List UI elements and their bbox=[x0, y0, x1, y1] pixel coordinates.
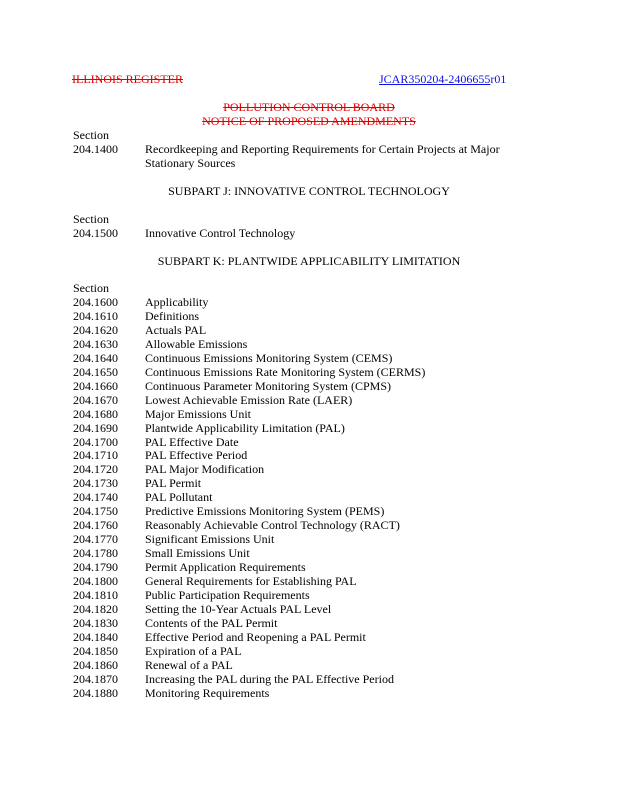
section-title: Predictive Emissions Monitoring System (PEMS) bbox=[145, 504, 385, 519]
section-row bbox=[73, 616, 545, 630]
section-title: Continuous Emissions Monitoring System (CEMS) bbox=[145, 350, 393, 365]
section-title: Actuals PAL bbox=[145, 322, 207, 337]
section-title: Public Participation Requirements bbox=[145, 587, 310, 602]
section-title: Lowest Achievable Emission Rate (LAER) bbox=[145, 392, 353, 407]
section-row bbox=[73, 518, 545, 532]
section-number: 204.1820 bbox=[73, 601, 118, 616]
section-number: 204.1630 bbox=[73, 336, 118, 351]
section-label-1: Section bbox=[73, 128, 109, 142]
section-number: 204.1810 bbox=[73, 587, 118, 602]
section-row bbox=[73, 337, 545, 351]
section-title: Recordkeeping and Reporting Requirements for Certain Projects at Major Stationary Sources bbox=[145, 142, 500, 170]
section-row bbox=[73, 295, 545, 309]
section-row bbox=[73, 490, 545, 504]
section-number: 204.1700 bbox=[73, 434, 118, 449]
section-number: 204.1650 bbox=[73, 364, 118, 379]
section-row bbox=[73, 448, 545, 462]
document-number: JCAR350204-2406655 bbox=[379, 72, 491, 86]
section-label-2: Section bbox=[73, 212, 109, 226]
section-row bbox=[73, 630, 545, 644]
section-row bbox=[73, 672, 545, 686]
section-row bbox=[73, 435, 545, 449]
board-name: POLLUTION CONTROL BOARD bbox=[223, 100, 395, 114]
section-number: 204.1870 bbox=[73, 671, 118, 686]
section-row bbox=[73, 658, 545, 672]
section-row bbox=[73, 142, 545, 170]
section-row bbox=[73, 226, 545, 240]
section-row bbox=[73, 504, 545, 518]
section-number: 204.1750 bbox=[73, 504, 118, 519]
section-number: 204.1670 bbox=[73, 392, 118, 407]
section-number: 204.1790 bbox=[73, 560, 118, 575]
section-number: 204.1620 bbox=[73, 322, 118, 337]
section-number: 204.1850 bbox=[73, 643, 118, 658]
subpart-j-heading: SUBPART J: INNOVATIVE CONTROL TECHNOLOGY bbox=[168, 184, 450, 198]
section-title: PAL Pollutant bbox=[145, 490, 213, 505]
section-row bbox=[73, 365, 545, 379]
section-row bbox=[73, 476, 545, 490]
section-title: Expiration of a PAL bbox=[145, 643, 242, 658]
section-number: 204.1780 bbox=[73, 546, 118, 561]
section-number: 204.1660 bbox=[73, 378, 118, 393]
section-number: 204.1600 bbox=[73, 295, 118, 309]
section-title: Small Emissions Unit bbox=[145, 546, 250, 561]
section-number: 204.1840 bbox=[73, 629, 118, 644]
section-number: 204.1690 bbox=[73, 420, 118, 435]
section-number: 204.1730 bbox=[73, 476, 118, 491]
section-number: 204.1830 bbox=[73, 615, 118, 630]
notice-title: NOTICE OF PROPOSED AMENDMENTS bbox=[202, 114, 416, 128]
section-number: 204.1710 bbox=[73, 448, 118, 463]
section-title: Increasing the PAL during the PAL Effective Period bbox=[145, 671, 394, 686]
section-row bbox=[73, 560, 545, 574]
section-title: Continuous Parameter Monitoring System (CPMS) bbox=[145, 378, 391, 393]
section-label-3: Section bbox=[73, 281, 109, 295]
section-row bbox=[73, 644, 545, 658]
section-number: 204.1640 bbox=[73, 350, 118, 365]
section-number: 204.1760 bbox=[73, 518, 118, 533]
section-title: Permit Application Requirements bbox=[145, 560, 306, 575]
register-title: ILLINOIS REGISTER bbox=[72, 72, 183, 86]
section-title: Reasonably Achievable Control Technology (RACT) bbox=[145, 518, 400, 533]
document-id bbox=[379, 72, 506, 87]
section-title: Renewal of a PAL bbox=[145, 657, 233, 672]
section-number: 204.1800 bbox=[73, 574, 118, 588]
section-number: 204.1500 bbox=[73, 226, 118, 240]
section-number: 204.1880 bbox=[73, 685, 118, 700]
section-row bbox=[73, 323, 545, 337]
section-row bbox=[73, 574, 545, 588]
section-row bbox=[73, 686, 545, 700]
section-row bbox=[73, 602, 545, 616]
section-title: Definitions bbox=[145, 308, 199, 323]
section-title: General Requirements for Establishing PAL bbox=[145, 574, 357, 588]
section-title: Continuous Emissions Rate Monitoring System (CERMS) bbox=[145, 364, 426, 379]
section-row bbox=[73, 588, 545, 602]
section-number: 204.1740 bbox=[73, 490, 118, 505]
section-title: Plantwide Applicability Limitation (PAL) bbox=[145, 420, 345, 435]
section-row bbox=[73, 351, 545, 365]
section-title: PAL Effective Period bbox=[145, 448, 248, 463]
section-number: 204.1860 bbox=[73, 657, 118, 672]
revision-number: r01 bbox=[490, 72, 507, 86]
section-row bbox=[73, 379, 545, 393]
section-number: 204.1720 bbox=[73, 462, 118, 477]
section-row bbox=[73, 532, 545, 546]
section-title: Monitoring Requirements bbox=[145, 685, 270, 700]
section-row bbox=[73, 309, 545, 323]
section-title: Major Emissions Unit bbox=[145, 406, 252, 421]
section-title: PAL Effective Date bbox=[145, 434, 239, 449]
section-number: 204.1770 bbox=[73, 532, 118, 547]
section-title: Effective Period and Reopening a PAL Permit bbox=[145, 629, 366, 644]
section-title: Allowable Emissions bbox=[145, 336, 248, 351]
section-title: PAL Permit bbox=[145, 476, 202, 491]
section-row bbox=[73, 407, 545, 421]
section-number: 204.1400 bbox=[73, 142, 118, 156]
section-title: Setting the 10-Year Actuals PAL Level bbox=[145, 601, 332, 616]
section-title: Significant Emissions Unit bbox=[145, 532, 275, 547]
section-title: Innovative Control Technology bbox=[145, 226, 296, 240]
section-row bbox=[73, 462, 545, 476]
section-number: 204.1610 bbox=[73, 308, 118, 323]
section-row bbox=[73, 421, 545, 435]
section-row bbox=[73, 393, 545, 407]
subpart-k-heading: SUBPART K: PLANTWIDE APPLICABILITY LIMITATION bbox=[157, 254, 461, 268]
section-number: 204.1680 bbox=[73, 406, 118, 421]
section-title: PAL Major Modification bbox=[145, 462, 265, 477]
section-row bbox=[73, 546, 545, 560]
section-title: Contents of the PAL Permit bbox=[145, 615, 278, 630]
section-title: Applicability bbox=[145, 295, 209, 309]
